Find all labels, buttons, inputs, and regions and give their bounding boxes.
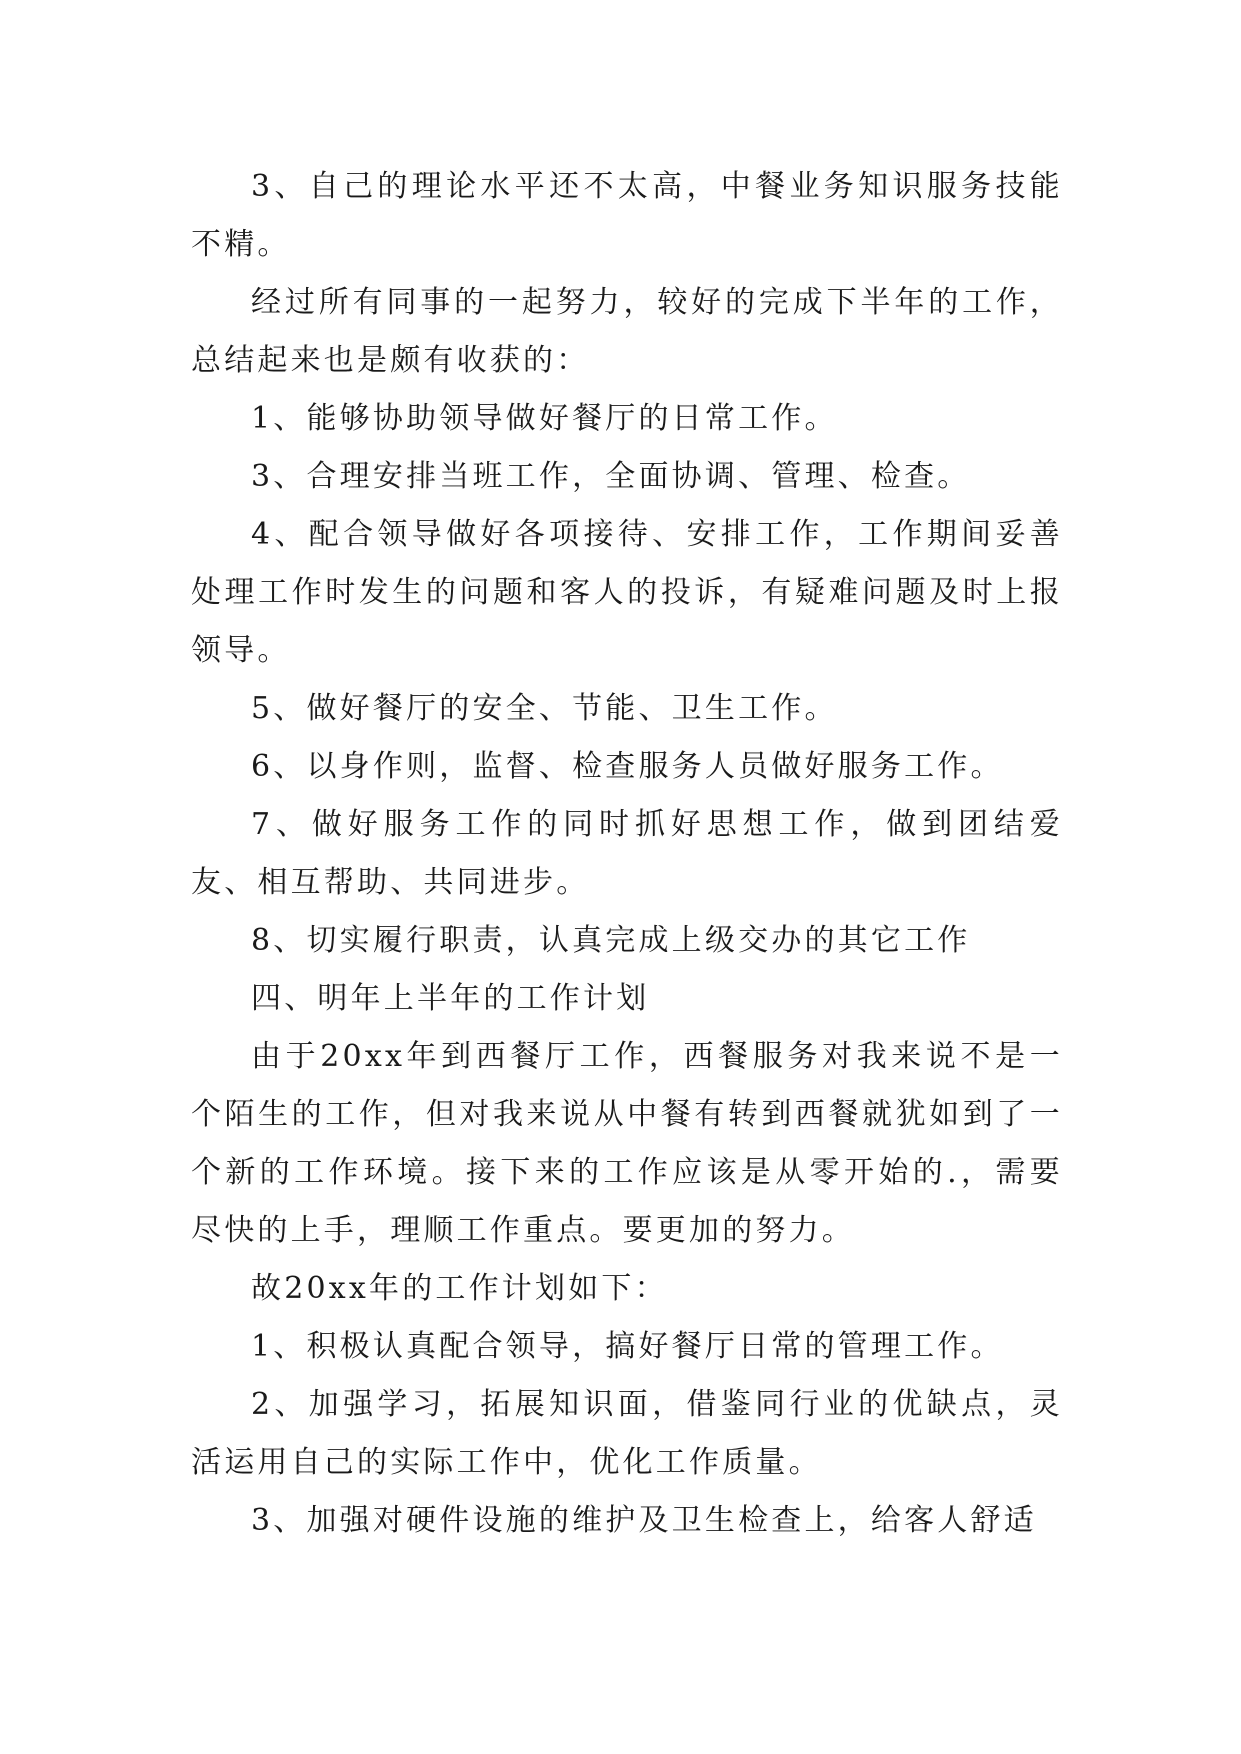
plan-item-study: 2、加强学习，拓展知识面，借鉴同行业的优缺点，灵活运用自己的实际工作中，优化工作质量。: [191, 1387, 1063, 1480]
document-body: [191, 158, 1063, 1550]
paragraph-skill-shortfall: 3、自己的理论水平还不太高，中餐业务知识服务技能不精。: [191, 169, 1063, 262]
list-item-assist-leader: 1、能够协助领导做好餐厅的日常工作。: [251, 401, 838, 436]
list-item-arrange-shifts: 3、合理安排当班工作，全面协调、管理、检查。: [251, 459, 971, 494]
plan-item-maintenance: 3、加强对硬件设施的维护及卫生检查上，给客人舒适: [251, 1503, 1037, 1538]
plan-item-cooperate: 1、积极认真配合领导，搞好餐厅日常的管理工作。: [251, 1329, 1004, 1364]
list-item-teamwork: 7、做好服务工作的同时抓好思想工作，做到团结爱友、相互帮助、共同进步。: [191, 807, 1063, 900]
list-item-duties: 8、切实履行职责，认真完成上级交办的其它工作: [251, 923, 971, 958]
list-item-lead-by-example: 6、以身作则，监督、检查服务人员做好服务工作。: [251, 749, 1004, 784]
paragraph-plan-intro: 故20xx年的工作计划如下：: [251, 1271, 668, 1306]
section-heading-plan: 四、明年上半年的工作计划: [251, 981, 650, 1016]
paragraph-western-restaurant: 由于20xx年到西餐厅工作，西餐服务对我来说不是一个陌生的工作，但对我来说从中餐有转到西餐就犹如到了一个新的工作环境。接下来的工作应该是从零开始的.，需要尽快的上手，理顺工作重点。要更加的努力。: [191, 1039, 1063, 1248]
list-item-safety: 5、做好餐厅的安全、节能、卫生工作。: [251, 691, 838, 726]
list-item-reception: 4、配合领导做好各项接待、安排工作，工作期间妥善处理工作时发生的问题和客人的投诉，有疑难问题及时上报领导。: [191, 517, 1063, 668]
paragraph-summary-intro: 经过所有同事的一起努力，较好的完成下半年的工作，总结起来也是颇有收获的：: [191, 285, 1063, 378]
